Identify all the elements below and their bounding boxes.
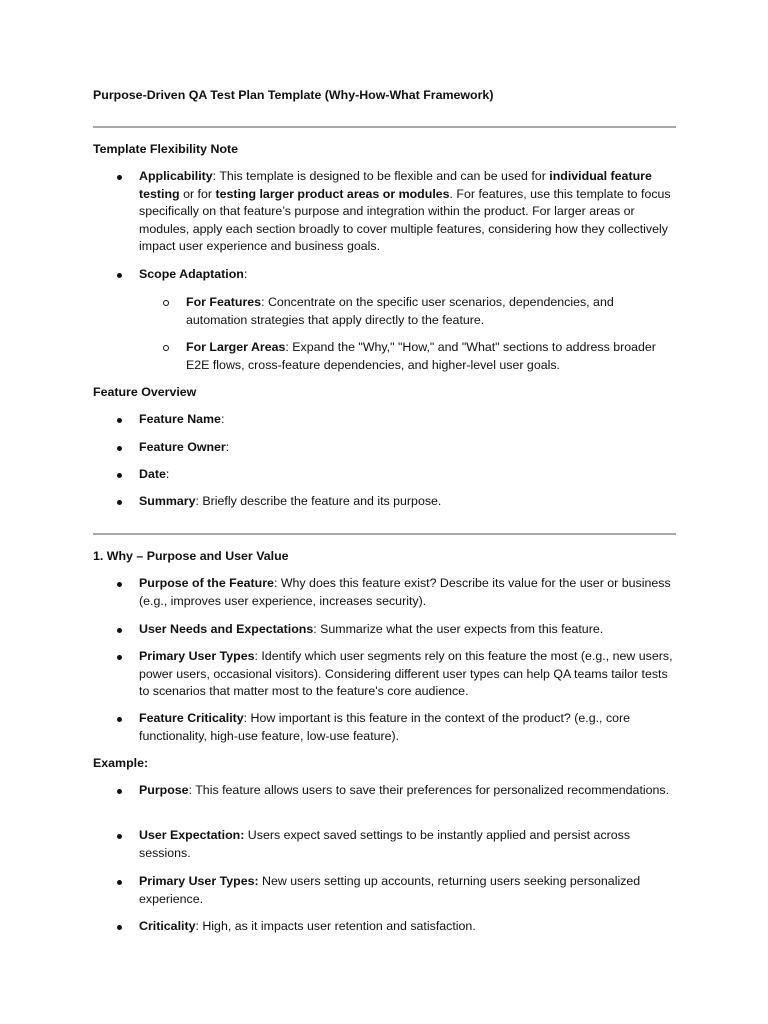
bullet-label: For Larger Areas [186,340,286,354]
bullet-example-purpose [115,782,676,800]
bullet-applicability [115,168,676,256]
bullet-body: Users expect saved settings to be instantly applied and persist across sessions. [139,828,631,860]
bullet-body: : How important is this feature in the context of the product? (e.g., core functionality, high-use feature, low-use feature). [139,711,631,743]
sub-bullet-for-larger-areas [162,339,676,374]
bullet-label: Summary [139,494,196,508]
bullet-purpose-of-feature [115,575,676,610]
bullet-body: . For features, use this template to focus specifically on that feature’s purpose and integration within the product. For larger areas or modules, apply each section broadly to cover multiple features, considering how they collectively impact user experience and business goals. [139,186,671,253]
bullet-text [139,648,676,701]
bullet-label: For Features [186,295,262,309]
bullet-body: : This template is designed to be flexible and can be used for [212,169,550,183]
bullet-body: : Why does this feature exist? Describe its value for the user or business (e.g., improves user experience, increases security). [139,576,671,608]
bullet-date [115,466,676,484]
bullet-scope-adaptation [115,266,676,284]
bullet-label: Criticality [139,919,196,933]
bullet-text [139,575,676,610]
sub-bullet-for-features [162,294,676,329]
bullet-body: : This feature allows users to save their preferences for personalized recommendations. [188,783,670,797]
bullet-label: Primary User Types: [139,874,259,888]
bullet-feature-name [115,411,676,429]
bullet-emphasis: individual feature testing [139,169,652,201]
bullet-body: : High, as it impacts user retention and satisfaction. [195,919,476,933]
bullet-feature-owner [115,439,676,457]
bullet-body: : Expand the "Why," "How," and "What" sections to address broader E2E flows, cross-feature dependencies, and higher-level user goals. [186,340,656,372]
divider [93,533,676,535]
section-heading-flexibility: Template Flexibility Note [93,142,239,156]
bullet-text [139,827,676,862]
bullet-label: Feature Name [139,412,221,426]
bullet-example-user-expectation [115,827,676,862]
bullet-body: New users setting up accounts, returning users seeking personalized experience. [139,874,641,906]
bullet-emphasis: testing larger product areas or modules [215,186,450,201]
bullet-label: Feature Owner [139,440,226,454]
bullet-label: Purpose [139,783,189,797]
section-heading-overview: Feature Overview [93,385,197,399]
bullet-text [186,294,676,329]
bullet-body: : [243,267,248,281]
bullet-text [139,710,676,745]
bullet-body: : [225,440,230,454]
bullet-label: Applicability [139,169,213,183]
bullet-text [139,411,676,429]
bullet-text [139,466,676,484]
bullet-text [139,266,676,284]
bullet-body: : Summarize what the user expects from this feature. [313,622,604,636]
section-heading-why: 1. Why – Purpose and User Value [93,549,289,563]
bullet-text [186,339,676,374]
bullet-body: : Concentrate on the specific user scenarios, dependencies, and automation strategies that apply directly to the feature. [186,295,614,327]
bullet-body: : Briefly describe the feature and its purpose. [195,494,442,508]
bullet-label: User Expectation: [139,828,245,842]
bullet-label: Purpose of the Feature [139,576,274,590]
bullet-body: or for [179,186,216,201]
bullet-label: Date [139,467,166,481]
bullet-text [139,621,676,639]
bullet-user-needs [115,621,676,639]
bullet-label: Primary User Types [139,649,255,663]
divider [93,126,676,128]
bullet-label: Feature Criticality [139,711,244,725]
bullet-label: Scope Adaptation [139,267,244,281]
bullet-text [139,782,676,800]
section-heading-example: Example: [93,756,149,770]
bullet-text [139,439,676,457]
bullet-feature-criticality [115,710,676,745]
bullet-label: User Needs and Expectations [139,622,314,636]
bullet-body: : [220,412,225,426]
bullet-body: : Identify which user segments rely on this feature the most (e.g., new users, power users, occasional visitors). Considering different user types can help QA teams tailor tests to scenarios that matter most to the feature's core audience. [139,649,673,698]
bullet-summary [115,493,676,511]
bullet-primary-user-types [115,648,676,701]
bullet-example-primary-user-types [115,873,676,908]
bullet-text [139,168,676,256]
bullet-text [139,918,676,936]
bullet-text [139,873,676,908]
document-title: Purpose-Driven QA Test Plan Template (Why-How-What Framework) [93,88,494,102]
bullet-example-criticality [115,918,676,936]
bullet-body: : [165,467,170,481]
bullet-text [139,493,676,511]
